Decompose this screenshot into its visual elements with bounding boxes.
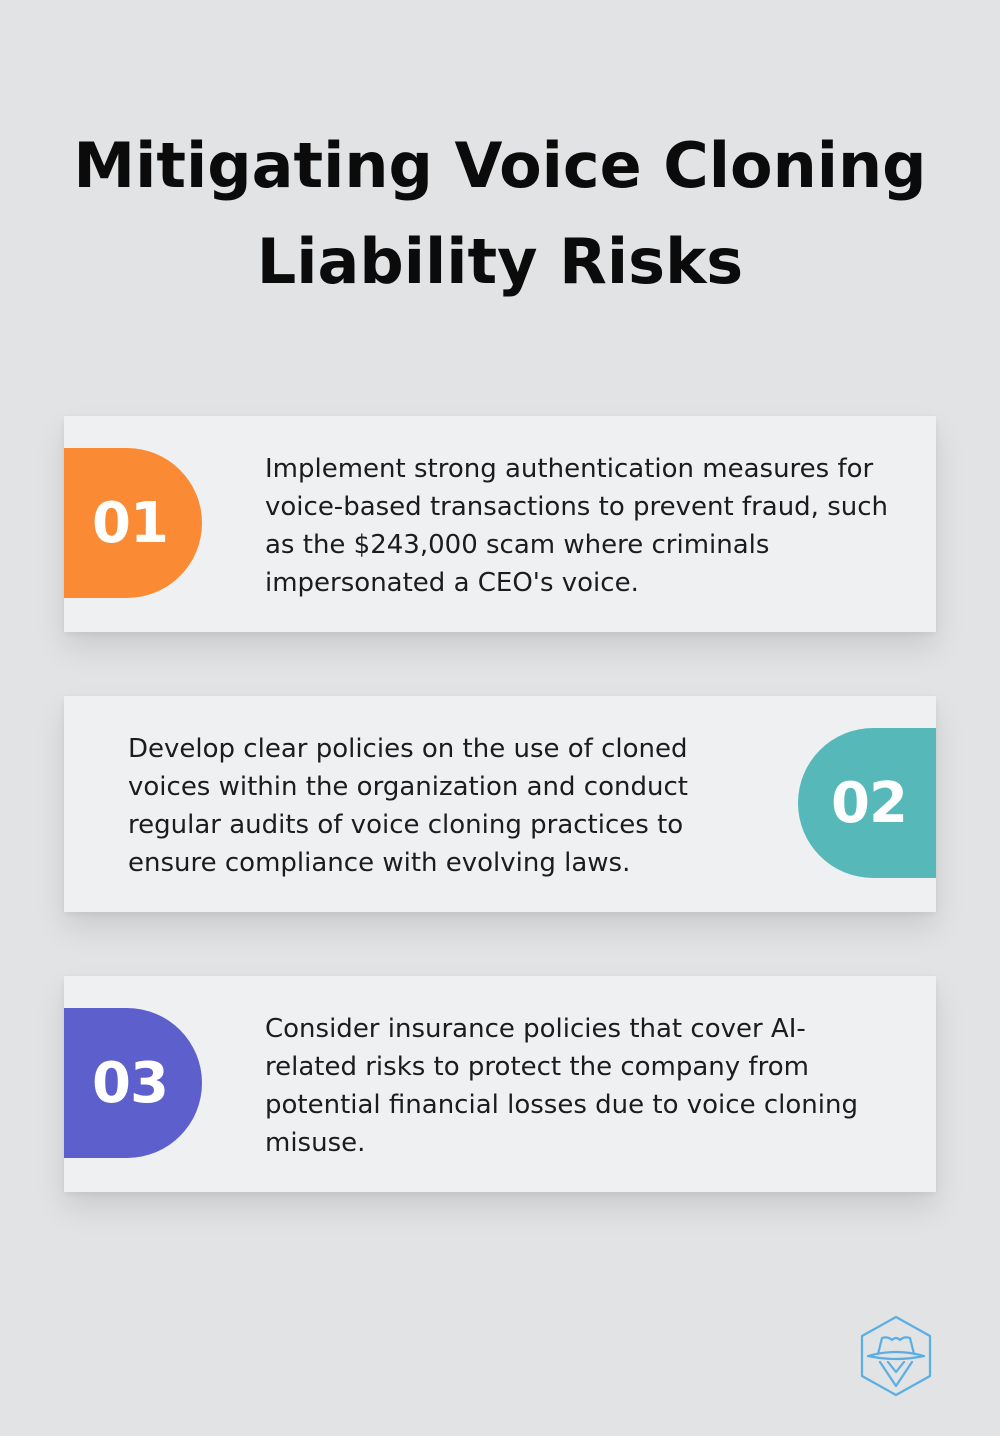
step-text-3: Consider insurance policies that cover AI-related risks to protect the company from potential financial losses due to voice cloning misuse.: [265, 1014, 858, 1158]
step-number-1: 01: [92, 490, 168, 556]
step-number-3: 03: [92, 1050, 168, 1116]
step-card-1: [64, 416, 936, 632]
step-number-badge-3: [64, 1008, 202, 1158]
step-number-badge-2: [798, 728, 936, 878]
step-text-1: Implement strong authentication measures for voice-based transactions to prevent fraud, such as the $243,000 scam where criminals impersonated a CEO's voice.: [265, 454, 889, 598]
step-number-badge-1: [64, 448, 202, 598]
step-text-2: Develop clear policies on the use of cloned voices within the organization and conduct regular audits of voice cloning practices to ensure compliance with evolving laws.: [128, 734, 688, 878]
step-card-2: [64, 696, 936, 912]
spy-hat-hexagon-icon: [858, 1314, 934, 1398]
step-number-2: 02: [831, 770, 907, 836]
step-card-3: [64, 976, 936, 1192]
page-title: Mitigating Voice Cloning Liability Risks: [73, 129, 927, 298]
